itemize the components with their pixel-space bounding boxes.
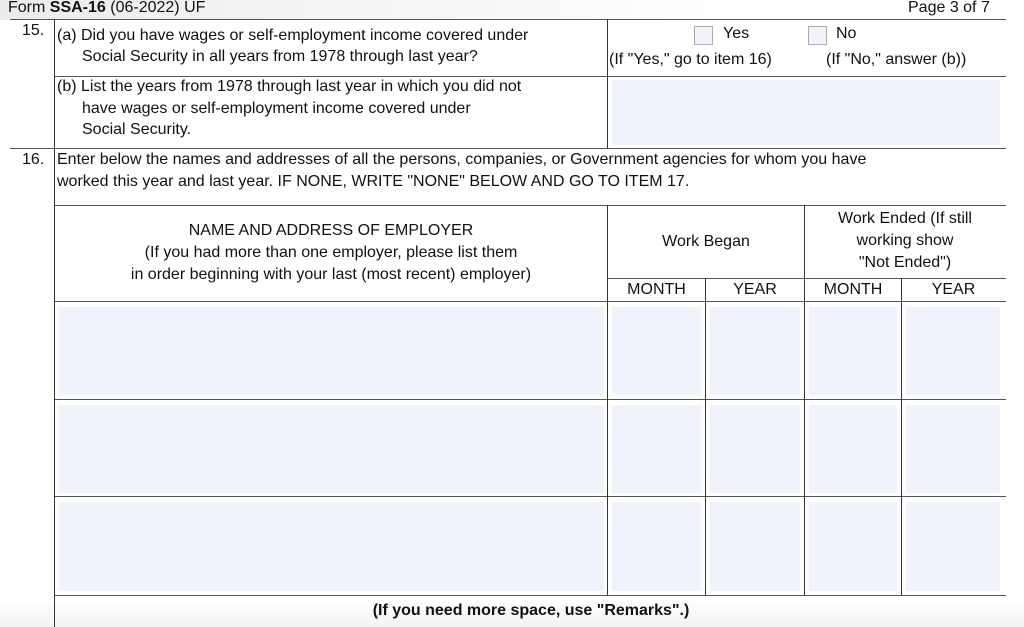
divider (54, 205, 1006, 206)
no-checkbox[interactable] (808, 26, 827, 45)
item-15b-question-cont: have wages or self-employment income covered under (82, 100, 471, 117)
began-year-field-row-3[interactable] (710, 502, 800, 591)
began-month-field-row-2[interactable] (612, 405, 701, 493)
divider (10, 19, 1006, 20)
work-ended-header-cont2: "Not Ended") (858, 254, 952, 271)
ended-year-header: YEAR (931, 281, 976, 298)
began-month-field-row-1[interactable] (612, 307, 701, 395)
employer-column-subheader: (If you had more than one employer, please list them (144, 244, 518, 261)
began-year-header: YEAR (733, 281, 777, 298)
employer-field-row-1[interactable] (59, 307, 604, 395)
began-month-field-row-3[interactable] (612, 502, 701, 591)
item-15b-years-field[interactable] (612, 80, 1000, 145)
item-15b-question-cont2: Social Security. (82, 121, 192, 138)
item-15-number: 15. (22, 22, 45, 39)
item-16-instruction: Enter below the names and addresses of all the persons, companies, or Government agencies for whom you have (57, 151, 867, 168)
divider (54, 595, 1006, 596)
ended-month-header: MONTH (823, 281, 883, 298)
ended-year-field-row-3[interactable] (906, 502, 1000, 591)
no-label: No (836, 25, 857, 42)
employer-field-row-2[interactable] (59, 405, 604, 493)
ended-month-field-row-2[interactable] (809, 405, 897, 493)
employer-column-header: NAME AND ADDRESS OF EMPLOYER (188, 222, 474, 239)
ended-year-field-row-2[interactable] (906, 405, 1000, 493)
began-year-field-row-1[interactable] (710, 307, 800, 395)
yes-label: Yes (723, 25, 750, 42)
began-month-header: MONTH (627, 281, 686, 298)
remarks-note: (If you need more space, use "Remarks".) (372, 602, 690, 619)
divider (54, 496, 1006, 497)
divider (54, 19, 55, 627)
work-began-header: Work Began (662, 233, 750, 250)
began-year-field-row-2[interactable] (710, 405, 800, 493)
employer-column-subheader-2: in order beginning with your last (most recent) employer) (130, 266, 532, 283)
divider (54, 301, 1006, 302)
divider (705, 278, 706, 595)
item-16-instruction-cont: worked this year and last year. IF NONE, WRITE "NONE" BELOW AND GO TO ITEM 17. (57, 173, 690, 190)
item-15b-question: (b) List the years from 1978 through last year in which you did not (57, 78, 522, 95)
item-16-number: 16. (22, 151, 45, 168)
form-identifier: Form SSA-16 (06-2022) UF (8, 0, 206, 16)
employer-field-row-3[interactable] (59, 502, 604, 591)
yes-instruction: (If "Yes," go to item 16) (609, 51, 772, 68)
ended-month-field-row-1[interactable] (809, 307, 897, 395)
page-number: Page 3 of 7 (908, 0, 990, 16)
item-15a-question-cont: Social Security in all years from 1978 through last year? (82, 48, 478, 65)
item-15a-question: (a) Did you have wages or self-employment income covered under (57, 27, 529, 44)
work-ended-header: Work Ended (If still (838, 210, 972, 227)
divider (901, 278, 902, 595)
no-instruction: (If "No," answer (b)) (826, 51, 967, 68)
divider (54, 399, 1006, 400)
ended-year-field-row-1[interactable] (906, 307, 1000, 395)
ended-month-field-row-3[interactable] (809, 502, 897, 591)
yes-checkbox[interactable] (694, 26, 713, 45)
work-ended-header-cont: working show (856, 232, 954, 249)
divider (607, 205, 608, 595)
divider (607, 19, 608, 148)
